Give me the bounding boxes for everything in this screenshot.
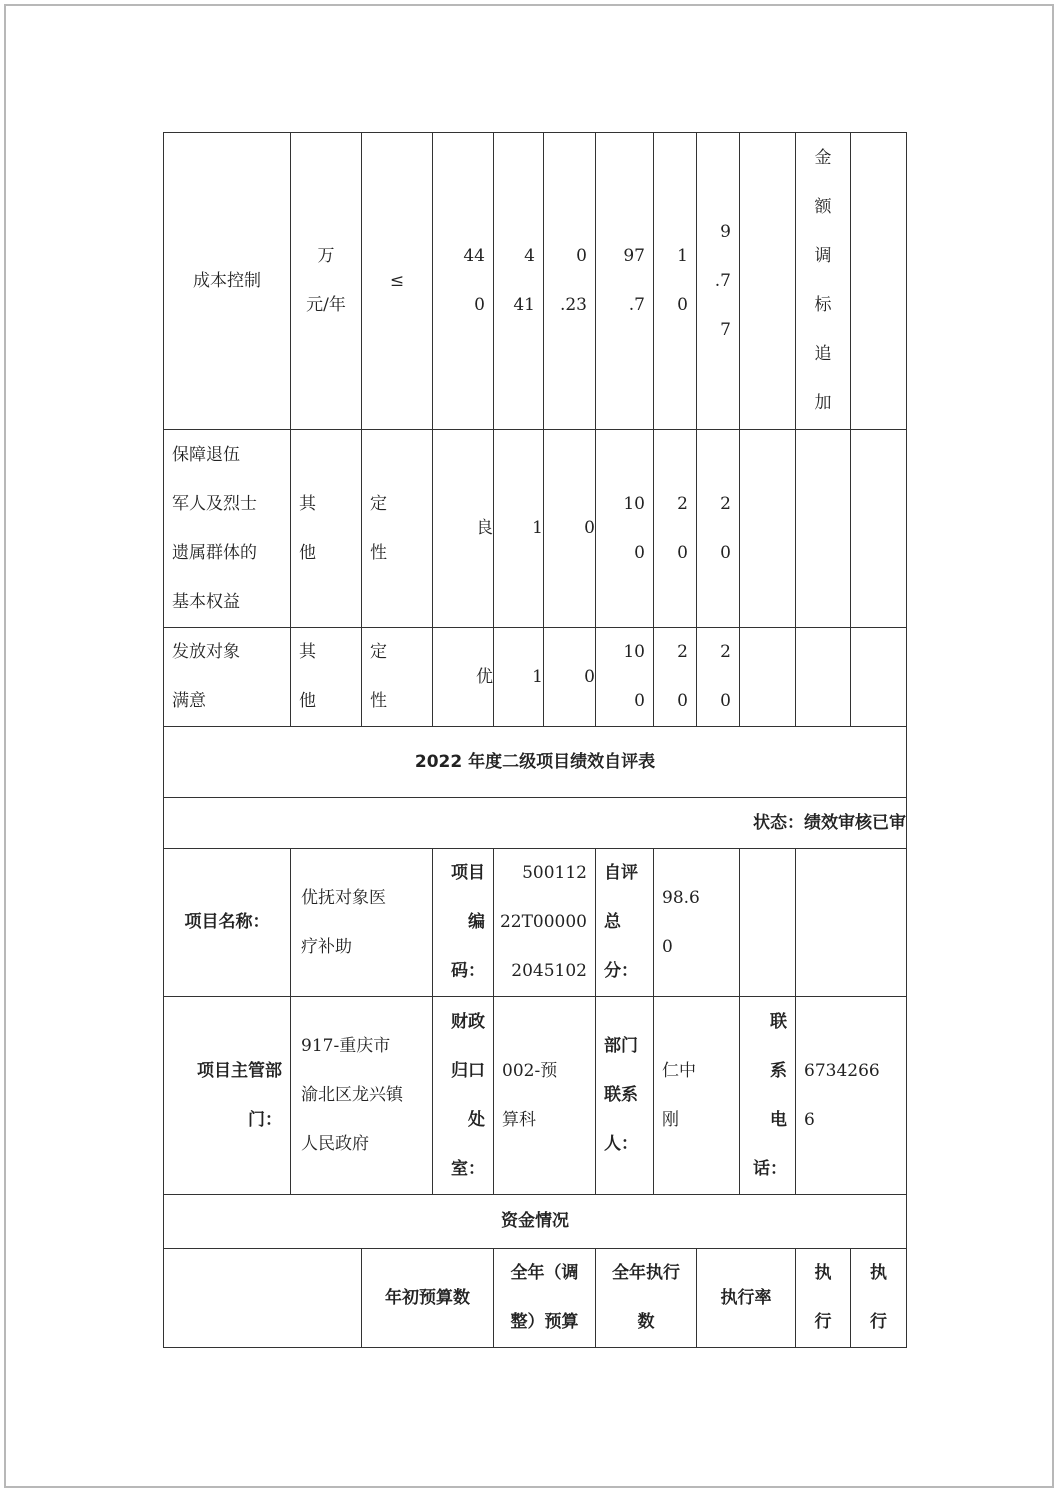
status-row [164, 798, 907, 849]
col-execution-a: 执 行 [796, 1249, 851, 1348]
indicator-operator: ≤ [362, 133, 433, 430]
empty-cell [164, 1249, 362, 1348]
project-code-label: 项目 编 码： [433, 849, 494, 997]
empty-cell [740, 430, 796, 628]
empty-cell [796, 628, 851, 727]
empty-cell [796, 430, 851, 628]
finance-office-value: 002-预 算科 [494, 997, 596, 1195]
col-initial-budget: 年初预算数 [362, 1249, 494, 1348]
indicator-score-weight: 1 0 [654, 133, 697, 430]
empty-cell [740, 628, 796, 727]
project-name-value: 优抚对象医 疗补助 [291, 849, 433, 997]
empty-cell [851, 430, 907, 628]
indicator-type: 定 性 [362, 430, 433, 628]
indicator-name: 成本控制 [164, 133, 291, 430]
indicator-actual: 0 [544, 628, 596, 727]
indicator-name: 保障退伍 军人及烈士 遗属群体的 基本权益 [164, 430, 291, 628]
indicator-target: 44 0 [433, 133, 494, 430]
indicator-completion: 10 0 [596, 628, 654, 727]
indicator-score-weight: 2 0 [654, 430, 697, 628]
indicator-completion: 97 .7 [596, 133, 654, 430]
indicator-actual: 0 [544, 430, 596, 628]
col-execution-rate: 执行率 [697, 1249, 796, 1348]
department-label: 项目主管部 门： [164, 997, 291, 1195]
col-execution-b: 执 行 [851, 1249, 907, 1348]
indicator-type: 定 性 [362, 628, 433, 727]
col-adjusted-budget: 全年（调 整）预算 [494, 1249, 596, 1348]
finance-office-label: 财政 归口 处 室： [433, 997, 494, 1195]
indicator-unit: 其 他 [291, 430, 362, 628]
empty-cell [740, 849, 796, 997]
funds-header-row [164, 1249, 907, 1348]
contact-value: 仁中 刚 [654, 997, 740, 1195]
phone-label: 联 系 电 话： [740, 997, 796, 1195]
score-label: 自评 总 分： [596, 849, 654, 997]
col-executed: 全年执行 数 [596, 1249, 697, 1348]
table-row-rights [164, 430, 907, 628]
indicator-target: 良 [433, 430, 494, 628]
indicator-completion: 10 0 [596, 430, 654, 628]
indicator-score: 2 0 [697, 430, 740, 628]
empty-cell [851, 133, 907, 430]
project-code-value: 500112 22T00000 2045102 [494, 849, 596, 997]
indicator-unit: 万 元/年 [291, 133, 362, 430]
table-row-cost-control [164, 133, 907, 430]
indicator-unit: 其 他 [291, 628, 362, 727]
score-value: 98.6 0 [654, 849, 740, 997]
title-row [164, 727, 907, 798]
performance-table [163, 132, 907, 1348]
department-value: 917-重庆市 渝北区龙兴镇 人民政府 [291, 997, 433, 1195]
phone-value: 6734266 6 [796, 997, 907, 1195]
project-name-label: 项目名称： [164, 849, 291, 997]
empty-cell [740, 133, 796, 430]
indicator-score-weight: 2 0 [654, 628, 697, 727]
indicator-score: 2 0 [697, 628, 740, 727]
indicator-weight: 4 41 [494, 133, 544, 430]
indicator-actual: 0 .23 [544, 133, 596, 430]
indicator-target: 优 [433, 628, 494, 727]
contact-label: 部门 联系 人： [596, 997, 654, 1195]
indicator-weight: 1 [494, 628, 544, 727]
indicator-score: 9 .7 7 [697, 133, 740, 430]
empty-cell [796, 849, 907, 997]
table-row-satisfaction [164, 628, 907, 727]
status-text: 状态：绩效审核已审 [164, 798, 907, 849]
indicator-weight: 1 [494, 430, 544, 628]
funds-section-title: 资金情况 [164, 1195, 907, 1249]
page-title: 2022 年度二级项目绩效自评表 [164, 727, 907, 798]
funds-section-row [164, 1195, 907, 1249]
department-row [164, 997, 907, 1195]
indicator-name: 发放对象 满意 [164, 628, 291, 727]
indicator-note: 金 额 调 标 追 加 [796, 133, 851, 430]
project-info-row [164, 849, 907, 997]
empty-cell [851, 628, 907, 727]
